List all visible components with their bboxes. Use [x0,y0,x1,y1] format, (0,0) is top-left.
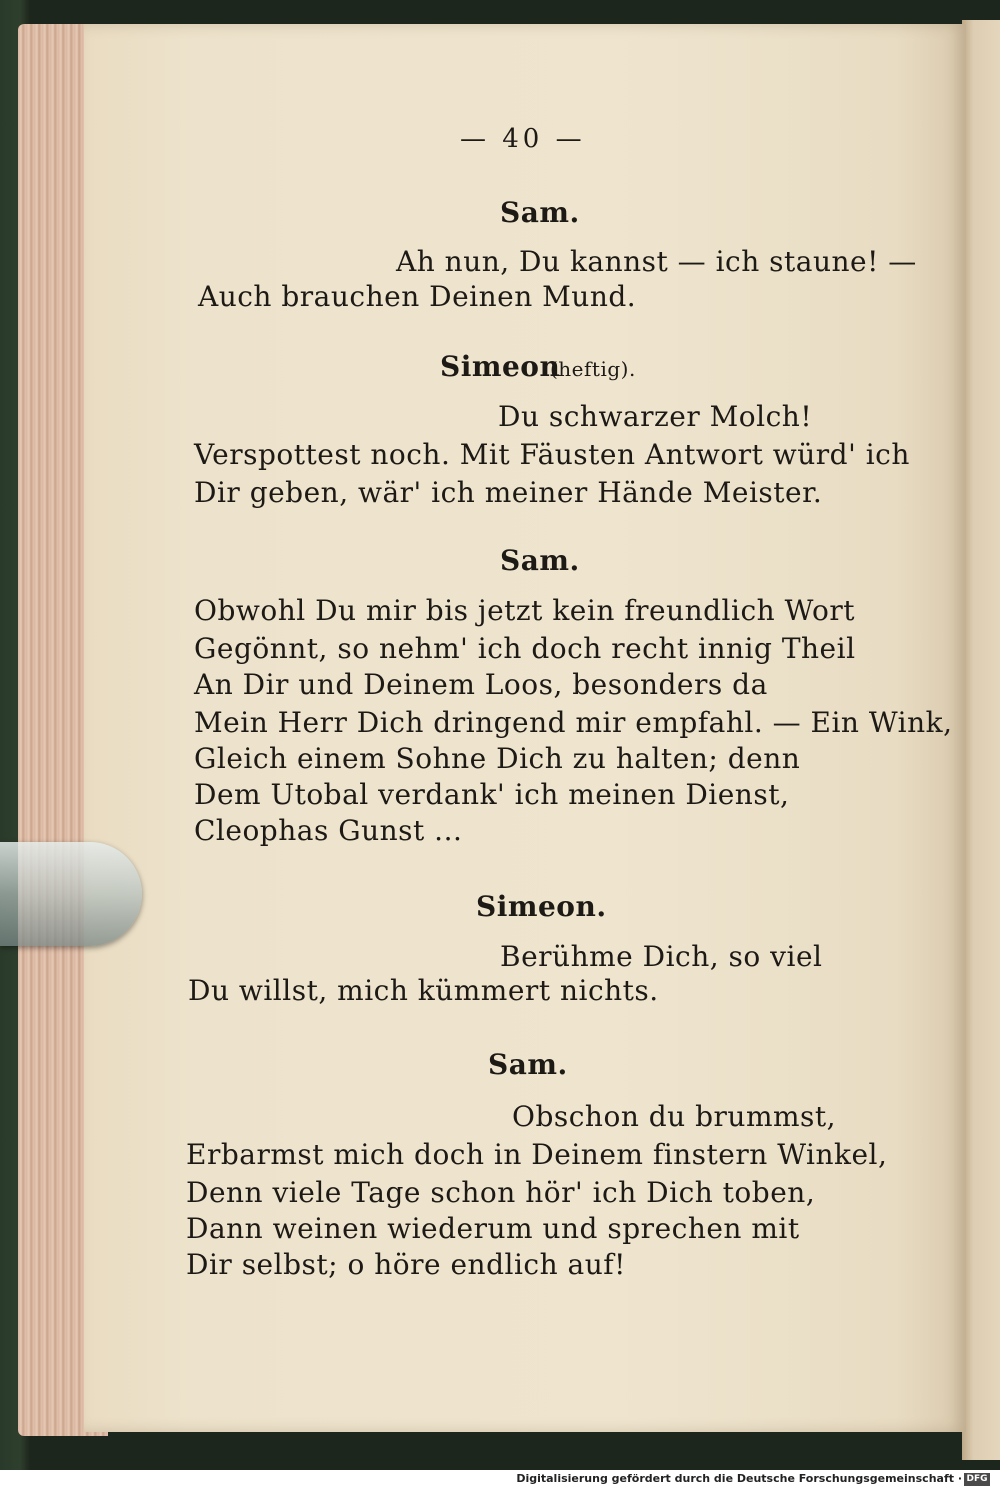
speaker-name: Simeon [440,350,561,383]
speaker-name: Sam. [500,196,580,229]
speaker-name: Sam. [488,1048,568,1081]
verse-line: Gegönnt, so nehm' ich doch recht innig Theil [194,632,856,665]
verse-line: Erbarmst mich doch in Deinem finstern Winkel, [186,1138,888,1171]
verse-line: Dir selbst; o höre endlich auf! [186,1248,626,1281]
page-number: — 40 — [460,124,586,154]
verse-line: Du willst, mich kümmert nichts. [188,974,659,1007]
verse-line: Cleophas Gunst ... [194,814,463,847]
page-clip [0,842,142,946]
speaker-name: Sam. [500,544,580,577]
speaker-name: Simeon. [476,890,607,923]
verse-line: Verspottest noch. Mit Fäusten Antwort würd' ich [194,438,910,471]
verse-line: Obwohl Du mir bis jetzt kein freundlich Wort [194,594,855,627]
verse-line: Dir geben, wär' ich meiner Hände Meister. [194,476,823,509]
verse-line: Ah nun, Du kannst — ich staune! — [396,245,917,278]
verse-line: Du schwarzer Molch! [498,400,813,433]
verse-line: Berühme Dich, so viel [500,940,823,973]
verse-line: Denn viele Tage schon hör' ich Dich toben, [186,1176,816,1209]
digitization-footer [0,1470,1000,1490]
verse-line: Dann weinen wiederum und sprechen mit [186,1212,800,1245]
verse-line: Gleich einem Sohne Dich zu halten; denn [194,742,801,775]
verse-line: Dem Utobal verdank' ich meinen Dienst, [194,778,790,811]
verse-line: Mein Herr Dich dringend mir empfahl. — Ein Wink, [194,706,953,739]
facing-page-edge [962,20,1000,1460]
stage-direction: (heftig). [550,357,636,381]
footer-credit: Digitalisierung gefördert durch die Deutsche Forschungsgemeinschaft · [516,1472,962,1485]
verse-line: An Dir und Deinem Loos, besonders da [194,668,768,701]
verse-line: Auch brauchen Deinen Mund. [198,280,637,313]
verse-line: Obschon du brummst, [512,1100,837,1133]
dfg-logo-icon: DFG [964,1473,990,1486]
